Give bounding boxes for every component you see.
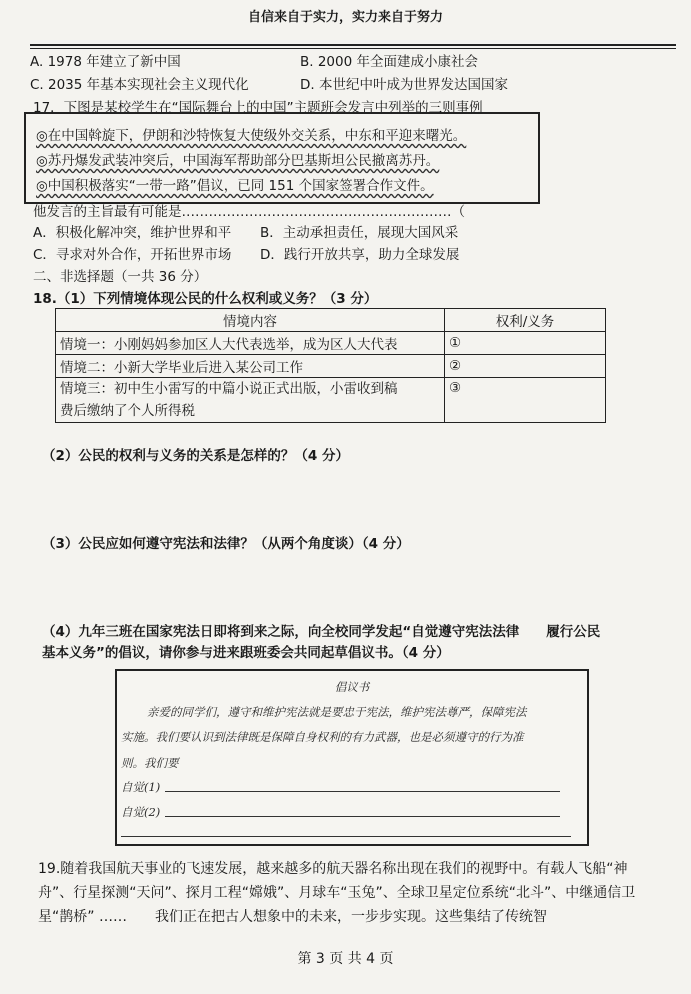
q18-part3: （3）公民应如何遵守宪法和法律？（从两个角度谈）（4 分） <box>42 536 410 552</box>
proposal-line1: 亲爱的同学们，遵守和维护宪法就是要忠于宪法，维护宪法尊严，保障宪法 <box>147 705 527 719</box>
table-row <box>56 378 606 423</box>
q18-table-header <box>56 309 606 332</box>
page-number: 第 3 页 共 4 页 <box>297 951 394 967</box>
q17-example-1: ◎在中国斡旋下，伊朗和沙特恢复大使级外交关系，中东和平迎来曙光。 <box>36 128 467 144</box>
q18-scenario-2: 情境二：小新大学毕业后进入某公司工作 <box>56 355 445 378</box>
q17-example-box <box>24 112 540 204</box>
header-rule-thin <box>30 48 676 49</box>
q17-option-c: C．寻求对外合作，开拓世界市场 <box>33 247 232 263</box>
header-rule <box>30 44 676 46</box>
q18-answer-2: ② <box>445 355 606 378</box>
q18-scenario-3-line1: 情境三：初中生小雷写的中篇小说正式出版，小雷收到稿 <box>60 381 398 397</box>
q18-scenario-1: 情境一：小刚妈妈参加区人大代表选举，成为区人大代表 <box>56 332 445 355</box>
section2-title: 二、非选择题（一共 36 分） <box>33 269 208 285</box>
table-row <box>56 332 606 355</box>
proposal-item2-label: 自觉(2) <box>121 805 161 819</box>
q17-example-3: ◎中国积极落实“一带一路”倡议，已同 151 个国家签署合作文件。 <box>36 178 434 194</box>
q16-option-b: B. 2000 年全面建成小康社会 <box>300 54 478 70</box>
q16-option-d: D. 本世纪中叶成为世界发达国国家 <box>300 77 508 93</box>
q18-header-answer: 权利/义务 <box>445 309 606 332</box>
q17-option-b: B．主动承担责任，展现大国风采 <box>260 225 459 241</box>
q18-table <box>55 308 606 423</box>
q18-part2: （2）公民的权利与义务的关系是怎样的？（4 分） <box>42 448 349 464</box>
q18-part4-line2: 基本义务”的倡议，请你参与进来跟班委会共同起草倡议书。（4 分） <box>42 645 450 661</box>
proposal-answer-line-1[interactable] <box>165 791 560 792</box>
q18-header-content: 情境内容 <box>56 309 445 332</box>
proposal-item1-label: 自觉(1) <box>121 780 161 794</box>
q18-answer-3: ③ <box>445 378 606 423</box>
q17-option-a: A．积极化解冲突，维护世界和平 <box>33 225 232 241</box>
proposal-title: 倡议书 <box>334 680 370 694</box>
proposal-line2: 实施。我们要认识到法律既是保障自身权利的有力武器，也是必须遵守的行为准 <box>121 730 524 744</box>
q16-option-c: C. 2035 年基本实现社会主义现代化 <box>30 77 249 93</box>
q17-example-2: ◎苏丹爆发武装冲突后，中国海军帮助部分巴基斯坦公民撤离苏丹。 <box>36 153 440 169</box>
q18-scenario-3 <box>56 378 445 423</box>
q18-scenario-3-line2: 费后缴纳了个人所得税 <box>60 403 195 419</box>
q17-option-d: D．践行开放共享，助力全球发展 <box>260 247 460 263</box>
proposal-answer-line-3[interactable] <box>121 836 571 837</box>
proposal-answer-line-2[interactable] <box>165 816 560 817</box>
q18-part1: 18.（1）下列情境体现公民的什么权利或义务？（3 分） <box>33 291 378 307</box>
table-row <box>56 355 606 378</box>
q18-answer-1: ① <box>445 332 606 355</box>
proposal-box <box>115 669 589 846</box>
proposal-line3: 则。我们要 <box>121 756 179 770</box>
q17-stem: 17．下图是某校学生在“国际舞台上的中国”主题班会发言中列举的三则事例 <box>33 100 483 116</box>
q18-part4-line1: （4）九年三班在国家宪法日即将到来之际，向全校同学发起“自觉遵守宪法法律 履行公民 <box>42 624 601 640</box>
header-motto: 自信来自于实力，实力来自于努力 <box>247 10 443 25</box>
q17-question: 他发言的主旨最有可能是……………………………………………………（ <box>33 204 465 220</box>
q16-option-a: A. 1978 年建立了新中国 <box>30 54 181 70</box>
q19-text: 19.随着我国航天事业的飞速发展，越来越多的航天器名称出现在我们的视野中。有载人飞船“神舟”、行星探测“天问”、探月工程“嫦娥”、月球车“玉兔”、全球卫星定位系统“北斗”、中继通信卫星“鹊桥” …… 我们正在把古人想象中的未来，一步步实现。这些集结了传统智 <box>38 861 636 925</box>
